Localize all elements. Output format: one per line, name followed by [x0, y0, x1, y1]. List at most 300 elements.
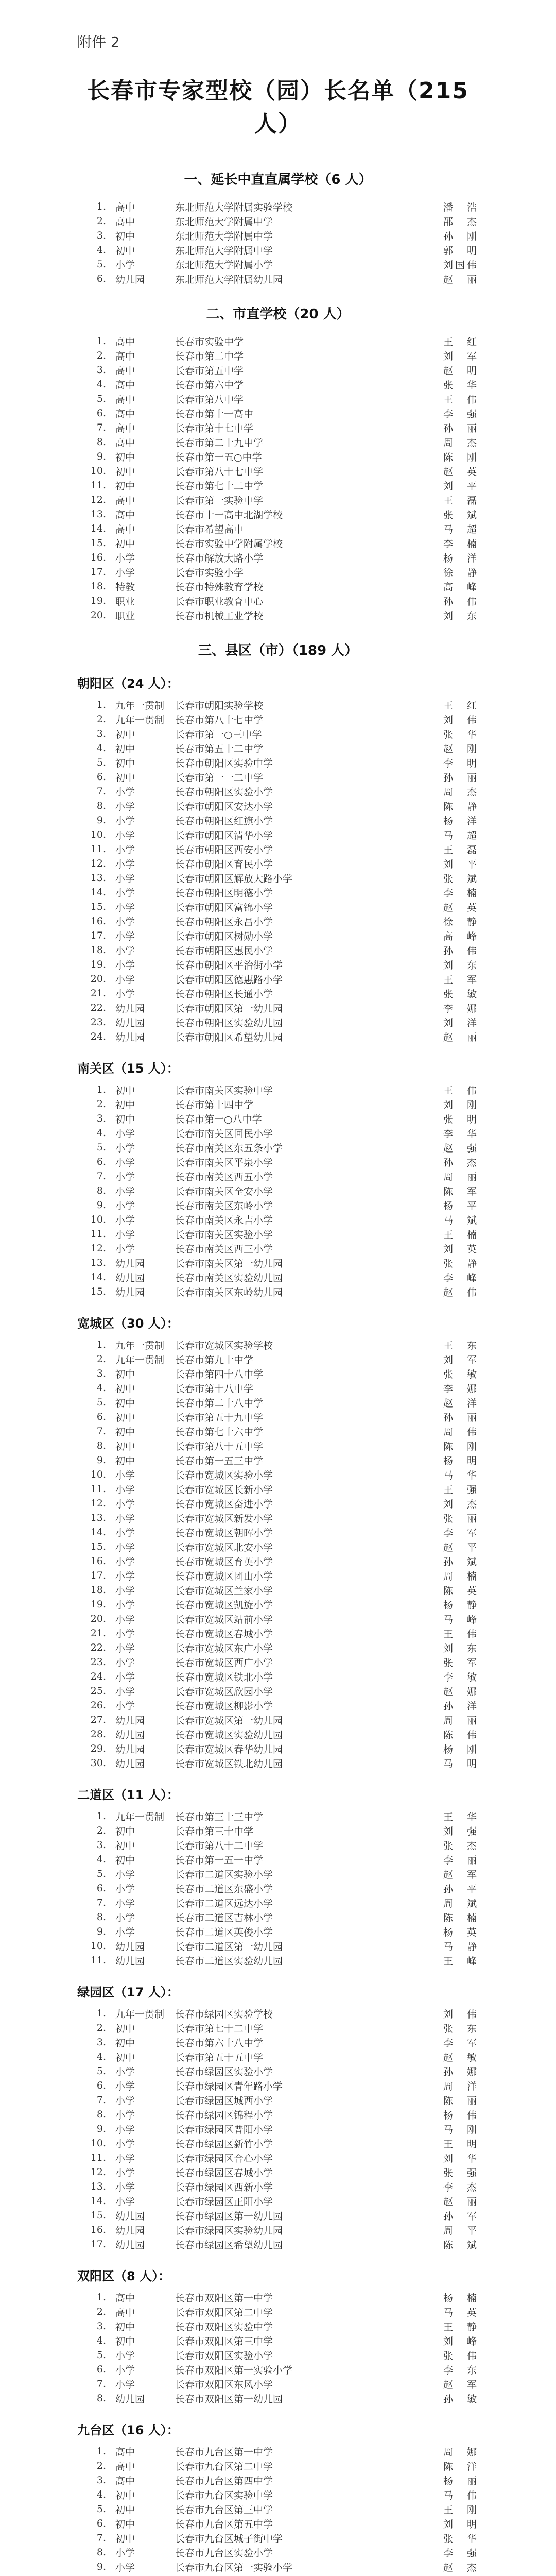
- list-item: [77, 1029, 479, 1044]
- principal-name: 马 明: [443, 1758, 479, 1770]
- school-name: 长春市第七十二中学: [175, 480, 264, 492]
- list-item: [77, 2574, 479, 2576]
- principal-name: 刘 伟: [443, 2008, 479, 2020]
- school-name: 长春市宽城区奋进小学: [175, 1498, 273, 1510]
- row-number: 6.: [96, 273, 106, 284]
- row-number: 3.: [96, 1839, 106, 1851]
- school-level: 小学: [115, 2196, 135, 2208]
- principal-name: 张 伟: [443, 2350, 479, 2362]
- school-level: 初中: [115, 1426, 135, 1438]
- school-name: 长春市二道区英俊小学: [175, 1926, 273, 1938]
- list-item: [77, 914, 479, 928]
- row-number: 16.: [90, 916, 106, 927]
- school-name: 长春市第八十七中学: [175, 466, 264, 478]
- principal-name: 孙 伟: [443, 596, 479, 607]
- row-number: 2.: [96, 714, 106, 725]
- list-item: [77, 2304, 479, 2319]
- school-name: 长春市南关区实验中学: [175, 1084, 273, 1096]
- row-number: 8.: [96, 800, 106, 811]
- principal-name: 刘 刚: [443, 1099, 479, 1111]
- school-name: 长春市第二十九中学: [175, 437, 264, 449]
- list-item: [77, 2545, 479, 2560]
- list-item: [77, 1852, 479, 1867]
- school-level: 高中: [115, 394, 135, 405]
- section-heading: 三、县区（市）（189 人）: [198, 643, 358, 658]
- principal-name: 刘 杰: [443, 1498, 479, 1510]
- principal-name: 刘 军: [443, 1354, 479, 1366]
- school-level: 初中: [115, 245, 135, 257]
- row-number: 12.: [90, 2166, 106, 2178]
- row-number: 16.: [90, 1555, 106, 1567]
- list-item: [77, 348, 479, 363]
- list-item: [77, 2107, 479, 2122]
- row-number: 9.: [96, 451, 106, 462]
- row-number: 5.: [96, 1142, 106, 1153]
- row-number: 22.: [90, 1642, 106, 1653]
- row-number: 8.: [96, 1440, 106, 1451]
- school-name: 长春市绿园区新竹小学: [175, 2138, 273, 2150]
- school-level: 九年一贯制: [115, 1811, 165, 1823]
- school-level: 小学: [115, 2547, 135, 2559]
- row-number: 10.: [90, 1469, 106, 1480]
- principal-name: 王 明: [443, 2138, 479, 2150]
- school-level: 幼儿园: [115, 1003, 145, 1014]
- principal-name: 李 楠: [443, 887, 479, 899]
- principal-name: 刘 军: [443, 350, 479, 362]
- principal-name: 杨 楠: [443, 2292, 479, 2304]
- school-level: 小学: [115, 1229, 135, 1241]
- school-level: 小学: [115, 2124, 135, 2136]
- principal-name: 赵 军: [443, 1869, 479, 1880]
- district-heading: 宽城区（30 人）：: [77, 1316, 179, 1331]
- list-item: [77, 2362, 479, 2377]
- principal-name: 李 楠: [443, 538, 479, 550]
- row-number: 5.: [96, 2065, 106, 2077]
- list-item: [77, 2444, 479, 2459]
- school-level: 高中: [115, 365, 135, 377]
- row-number: 11.: [90, 480, 106, 491]
- school-level: 幼儿园: [115, 1031, 145, 1043]
- list-item: [77, 1453, 479, 1467]
- row-number: 17.: [90, 2239, 106, 2250]
- principal-name: 李 军: [443, 1527, 479, 1539]
- school-level: 小学: [115, 1200, 135, 1212]
- row-number: 18.: [90, 581, 106, 592]
- school-name: 长春市绿园区实验小学: [175, 2066, 273, 2078]
- row-number: 17.: [90, 1570, 106, 1581]
- row-number: 14.: [90, 1272, 106, 1283]
- row-number: 7.: [96, 2378, 106, 2389]
- school-level: 初中: [115, 466, 135, 478]
- school-name: 长春市实验中学附属学校: [175, 538, 283, 550]
- row-number: 18.: [90, 944, 106, 956]
- school-level: 初中: [115, 728, 135, 740]
- principal-name: 陈 刚: [443, 451, 479, 463]
- row-number: 5.: [96, 2349, 106, 2361]
- list-item: [77, 770, 479, 784]
- principal-name: 赵 平: [443, 1541, 479, 1553]
- list-item: [77, 406, 479, 420]
- school-name: 长春市宽城区团山小学: [175, 1570, 273, 1582]
- school-name: 长春市第十四中学: [175, 1099, 254, 1111]
- list-item: [77, 698, 479, 712]
- school-level: 高中: [115, 408, 135, 420]
- list-item: [77, 1198, 479, 1212]
- school-level: 初中: [115, 1854, 135, 1866]
- school-name: 长春市二道区第一幼儿园: [175, 1941, 283, 1953]
- list-item: [77, 507, 479, 521]
- list-item: [77, 1895, 479, 1910]
- school-name: 长春市双阳区第一实验小学: [175, 2364, 293, 2376]
- list-item: [77, 2208, 479, 2223]
- school-name: 长春市宽城区长新小学: [175, 1484, 273, 1496]
- row-number: 12.: [90, 858, 106, 869]
- principal-name: 王 刚: [443, 2504, 479, 2516]
- school-level: 幼儿园: [115, 274, 145, 285]
- school-name: 长春市十一高中北湖学校: [175, 509, 283, 521]
- school-name: 东北师范大学附属中学: [175, 230, 273, 242]
- school-level: 初中: [115, 2489, 135, 2501]
- school-name: 长春市南关区回民小学: [175, 1128, 273, 1140]
- list-item: [77, 784, 479, 799]
- school-level: 初中: [115, 538, 135, 550]
- principal-name: 杨 刚: [443, 1743, 479, 1755]
- list-item: [77, 1169, 479, 1183]
- principal-name: 王 华: [443, 1811, 479, 1823]
- row-number: 3.: [96, 1368, 106, 1379]
- school-name: 长春市宽城区实验小学: [175, 1469, 273, 1481]
- school-name: 长春市朝阳区第一幼儿园: [175, 1003, 283, 1014]
- list-item: [77, 228, 479, 243]
- school-level: 小学: [115, 1599, 135, 1611]
- school-level: 幼儿园: [115, 1941, 145, 1953]
- row-number: 25.: [90, 1685, 106, 1697]
- school-name: 长春市第五中学: [175, 365, 244, 377]
- school-name: 长春市九台区实验小学: [175, 2547, 273, 2559]
- row-number: 14.: [90, 1527, 106, 1538]
- school-level: 高中: [115, 523, 135, 535]
- list-item: [77, 2035, 479, 2049]
- school-name: 长春市朝阳区清华小学: [175, 829, 273, 841]
- list-item: [77, 392, 479, 406]
- school-level: 高中: [115, 2446, 135, 2458]
- list-item: [77, 1241, 479, 1256]
- principal-name: 徐 静: [443, 567, 479, 579]
- school-level: 小学: [115, 1657, 135, 1669]
- row-number: 6.: [96, 408, 106, 419]
- row-number: 16.: [90, 2224, 106, 2235]
- row-number: 1.: [96, 699, 106, 710]
- school-level: 初中: [115, 2533, 135, 2545]
- list-item: [77, 1655, 479, 1669]
- school-name: 长春市绿园区西新小学: [175, 2181, 273, 2193]
- district-heading: 九台区（16 人）：: [77, 2423, 179, 2437]
- row-number: 5.: [96, 2503, 106, 2515]
- school-name: 长春市宽城区朝晖小学: [175, 1527, 273, 1539]
- school-name: 长春市第二中学: [175, 350, 244, 362]
- school-name: 长春市朝阳区平治街小学: [175, 959, 283, 971]
- row-number: 1.: [96, 1810, 106, 1822]
- row-number: 3.: [96, 1113, 106, 1124]
- row-number: 3.: [96, 2475, 106, 2486]
- principal-name: 刘国伟: [443, 259, 479, 271]
- school-level: 初中: [115, 1383, 135, 1395]
- principal-name: 赵 英: [443, 466, 479, 478]
- list-item: [77, 827, 479, 842]
- school-level: 初中: [115, 2504, 135, 2516]
- principal-name: 孙 杰: [443, 1157, 479, 1168]
- row-number: 5.: [96, 393, 106, 404]
- row-number: 3.: [96, 728, 106, 739]
- school-level: 幼儿园: [115, 1286, 145, 1298]
- list-item: [77, 550, 479, 565]
- school-name: 长春市第八中学: [175, 394, 244, 405]
- school-name: 长春市二道区东盛小学: [175, 1883, 273, 1895]
- school-level: 小学: [115, 1142, 135, 1154]
- list-item: [77, 972, 479, 986]
- school-level: 幼儿园: [115, 2393, 145, 2405]
- principal-name: 王 伟: [443, 394, 479, 405]
- school-name: 长春市职业教育中心: [175, 596, 264, 607]
- principal-name: 赵 洋: [443, 1397, 479, 1409]
- list-item: [77, 1284, 479, 1299]
- row-number: 8.: [96, 436, 106, 448]
- list-item: [77, 1155, 479, 1169]
- row-number: 14.: [90, 2195, 106, 2207]
- school-name: 长春市第六中学: [175, 379, 244, 391]
- row-number: 10.: [90, 1214, 106, 1225]
- row-number: 22.: [90, 1002, 106, 1013]
- school-name: 长春市双阳区第三中学: [175, 2335, 273, 2347]
- principal-name: 王 东: [443, 1340, 479, 1351]
- list-item: [77, 243, 479, 257]
- row-number: 6.: [96, 1411, 106, 1422]
- principal-name: 王 楠: [443, 1229, 479, 1241]
- row-number: 4.: [96, 244, 106, 256]
- principal-name: 马 伟: [443, 2489, 479, 2501]
- school-name: 长春市绿园区希望幼儿园: [175, 2239, 283, 2251]
- principal-name: 孙 娜: [443, 2066, 479, 2078]
- principal-name: 刘 东: [443, 610, 479, 622]
- school-name: 长春市朝阳区解放大路小学: [175, 873, 293, 885]
- school-name: 长春市宽城区第一幼儿园: [175, 1715, 283, 1726]
- school-name: 长春市第十七中学: [175, 422, 254, 434]
- list-item: [77, 478, 479, 493]
- school-name: 长春市九台区第五中学: [175, 2518, 273, 2530]
- principal-name: 周 洋: [443, 2080, 479, 2092]
- list-item: [77, 755, 479, 770]
- school-level: 初中: [115, 1412, 135, 1423]
- principal-name: 杨 明: [443, 1455, 479, 1467]
- list-item: [77, 1424, 479, 1438]
- list-item: [77, 1212, 479, 1227]
- school-level: 九年一贯制: [115, 1340, 165, 1351]
- list-item: [77, 2064, 479, 2078]
- principal-name: 徐 静: [443, 916, 479, 928]
- school-level: 小学: [115, 2562, 135, 2573]
- school-level: 高中: [115, 437, 135, 449]
- list-item: [77, 2179, 479, 2194]
- row-number: 6.: [96, 1156, 106, 1167]
- school-level: 高中: [115, 216, 135, 228]
- school-level: 初中: [115, 2321, 135, 2333]
- school-level: 小学: [115, 829, 135, 841]
- school-level: 高中: [115, 495, 135, 506]
- school-name: 长春市宽城区欣园小学: [175, 1686, 273, 1698]
- school-level: 小学: [115, 930, 135, 942]
- list-item: [77, 1381, 479, 1395]
- list-item: [77, 2290, 479, 2304]
- row-number: 3.: [96, 364, 106, 376]
- list-item: [77, 2150, 479, 2165]
- row-number: 2.: [96, 2306, 106, 2317]
- school-name: 长春市南关区平泉小学: [175, 1157, 273, 1168]
- principal-name: 杨 丽: [443, 2475, 479, 2487]
- school-level: 小学: [115, 902, 135, 913]
- list-item: [77, 2319, 479, 2333]
- principal-name: 张 东: [443, 2023, 479, 2035]
- list-item: [77, 1713, 479, 1727]
- school-name: 长春市宽城区实验学校: [175, 1340, 273, 1351]
- school-name: 长春市实验小学: [175, 567, 244, 579]
- principal-name: 杨 洋: [443, 552, 479, 564]
- school-level: 初中: [115, 1099, 135, 1111]
- principal-name: 刘 平: [443, 480, 479, 492]
- list-item: [77, 464, 479, 478]
- school-level: 小学: [115, 1869, 135, 1880]
- section-heading: 二、市直学校（20 人）: [206, 307, 350, 322]
- school-level: 小学: [115, 1513, 135, 1524]
- school-level: 幼儿园: [115, 1955, 145, 1967]
- list-item: [77, 2021, 479, 2035]
- school-level: 小学: [115, 873, 135, 885]
- school-name: 长春市宽城区兰家小学: [175, 1585, 273, 1597]
- school-name: 长春市宽城区实验幼儿园: [175, 1729, 283, 1741]
- school-level: 初中: [115, 1368, 135, 1380]
- list-item: [77, 842, 479, 856]
- row-number: 1.: [96, 2008, 106, 2019]
- row-number: 13.: [90, 872, 106, 884]
- school-level: 高中: [115, 2461, 135, 2472]
- list-item: [77, 1256, 479, 1270]
- school-level: 小学: [115, 567, 135, 579]
- school-name: 长春市朝阳区红旗小学: [175, 815, 273, 827]
- school-level: 小学: [115, 1469, 135, 1481]
- school-level: 小学: [115, 2109, 135, 2121]
- school-name: 长春市南关区东五条小学: [175, 1142, 283, 1154]
- school-name: 长春市第八十五中学: [175, 1440, 264, 1452]
- list-item: [77, 594, 479, 608]
- principal-name: 张 丽: [443, 1513, 479, 1524]
- school-name: 长春市第五十五中学: [175, 2052, 264, 2063]
- row-number: 10.: [90, 829, 106, 840]
- school-level: 初中: [115, 2052, 135, 2063]
- principal-name: 陈 军: [443, 1185, 479, 1197]
- list-item: [77, 726, 479, 741]
- list-item: [77, 1727, 479, 1741]
- school-level: 小学: [115, 1527, 135, 1539]
- row-number: 9.: [96, 815, 106, 826]
- principal-name: 李 峰: [443, 1272, 479, 1284]
- school-name: 长春市第三十中学: [175, 1825, 254, 1837]
- school-level: 初中: [115, 1084, 135, 1096]
- row-number: 5.: [96, 757, 106, 768]
- school-name: 长春市宽城区站前小学: [175, 1614, 273, 1625]
- school-name: 长春市宽城区北安小学: [175, 1541, 273, 1553]
- list-item: [77, 1698, 479, 1713]
- school-level: 九年一贯制: [115, 700, 165, 711]
- principal-name: 李 丽: [443, 1854, 479, 1866]
- district-heading: 南关区（15 人）：: [77, 1061, 179, 1076]
- school-level: 九年一贯制: [115, 2008, 165, 2020]
- school-level: 小学: [115, 801, 135, 812]
- school-level: 小学: [115, 1883, 135, 1895]
- principal-name: 赵 丽: [443, 2196, 479, 2208]
- school-name: 长春市宽城区新发小学: [175, 1513, 273, 1524]
- school-name: 长春市宽城区铁北幼儿园: [175, 1758, 283, 1770]
- school-level: 小学: [115, 988, 135, 1000]
- principal-name: 马 斌: [443, 1214, 479, 1226]
- principal-name: 陈 伟: [443, 1729, 479, 1741]
- principal-name: 周 斌: [443, 1897, 479, 1909]
- list-item: [77, 1612, 479, 1626]
- row-number: 6.: [96, 2364, 106, 2375]
- school-name: 长春市朝阳实验学校: [175, 700, 264, 711]
- school-name: 长春市绿园区第一幼儿园: [175, 2210, 283, 2222]
- school-name: 长春市南关区西五小学: [175, 1171, 273, 1183]
- school-name: 长春市宽城区凯旋小学: [175, 1599, 273, 1611]
- school-name: 长春市朝阳区安达小学: [175, 801, 273, 812]
- principal-name: 张 杰: [443, 1840, 479, 1852]
- school-level: 小学: [115, 2138, 135, 2150]
- school-level: 小学: [115, 552, 135, 564]
- row-number: 9.: [96, 2123, 106, 2134]
- school-name: 长春市二道区远达小学: [175, 1897, 273, 1909]
- school-name: 长春市二道区吉林小学: [175, 1912, 273, 1924]
- principal-name: 陈 英: [443, 1585, 479, 1597]
- attachment-label: 附件 2: [77, 33, 120, 50]
- principal-name: 张 斌: [443, 509, 479, 521]
- row-number: 8.: [96, 2547, 106, 2558]
- school-name: 长春市南关区全安小学: [175, 1185, 273, 1197]
- list-item: [77, 579, 479, 594]
- list-item: [77, 799, 479, 813]
- school-level: 初中: [115, 1440, 135, 1452]
- school-name: 长春市第七十六中学: [175, 1426, 264, 1438]
- school-name: 长春市南关区东岭小学: [175, 1200, 273, 1212]
- school-level: 初中: [115, 1113, 135, 1125]
- principal-name: 周 娜: [443, 2446, 479, 2458]
- school-name: 长春市朝阳区希望幼儿园: [175, 1031, 283, 1043]
- school-name: 长春市南关区永吉小学: [175, 1214, 273, 1226]
- document-body: [77, 169, 479, 2576]
- school-level: 特教: [115, 581, 135, 593]
- principal-name: 张 华: [443, 379, 479, 391]
- list-item: [77, 1626, 479, 1640]
- list-item: [77, 2237, 479, 2251]
- principal-name: 张 华: [443, 728, 479, 740]
- list-item: [77, 2348, 479, 2362]
- school-level: 小学: [115, 1585, 135, 1597]
- row-number: 30.: [90, 1757, 106, 1769]
- row-number: 21.: [90, 988, 106, 999]
- school-level: 九年一贯制: [115, 714, 165, 726]
- list-item: [77, 334, 479, 348]
- list-item: [77, 257, 479, 272]
- row-number: 7.: [96, 786, 106, 797]
- principal-name: 马 静: [443, 1941, 479, 1953]
- list-item: [77, 1270, 479, 1284]
